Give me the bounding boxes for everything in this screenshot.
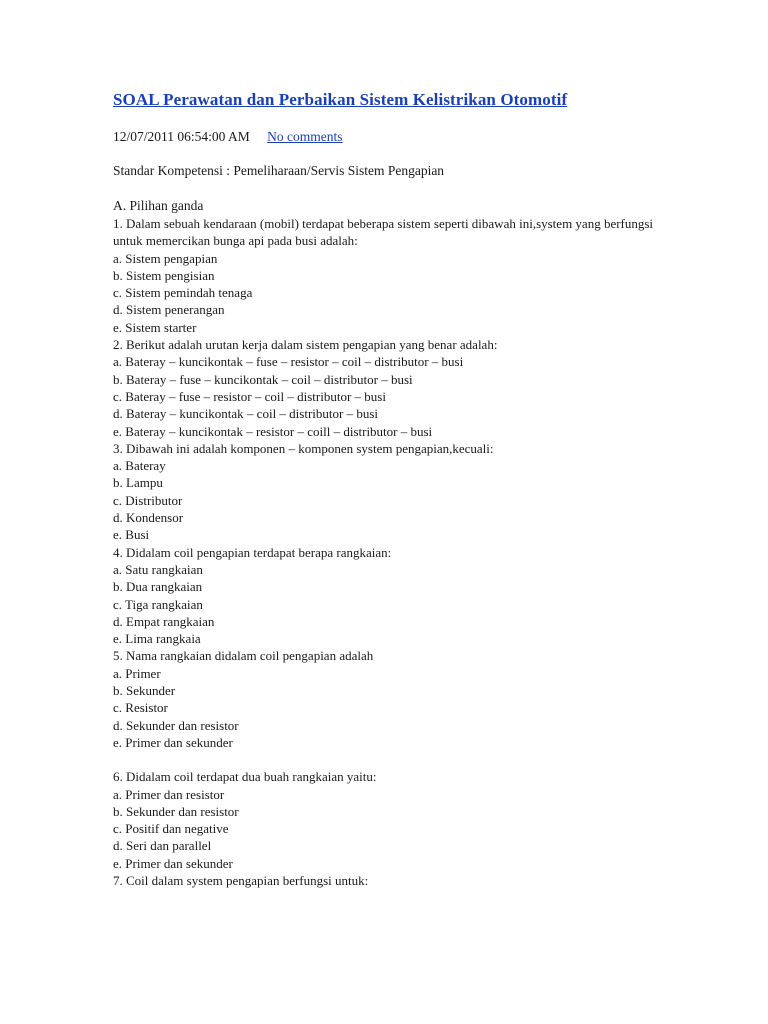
- document-page: [113, 88, 673, 889]
- section-heading: A. Pilihan ganda: [113, 198, 204, 213]
- option: e. Sistem starter: [113, 319, 197, 335]
- option: c. Sistem pemindah tenaga: [113, 285, 253, 301]
- option: d. Seri dan parallel: [113, 838, 212, 854]
- option: d. Sekunder dan resistor: [113, 717, 239, 733]
- option: a. Sistem pengapian: [113, 250, 218, 266]
- question-6-text: 6. Didalam coil terdapat dua buah rangkaian yaitu:: [113, 769, 377, 785]
- post-title[interactable]: SOAL Perawatan dan Perbaikan Sistem Kelistrikan Otomotif: [113, 90, 568, 109]
- option: b. Dua rangkaian: [113, 579, 203, 595]
- option: e. Bateray – kuncikontak – resistor – coill – distributor – busi: [113, 423, 433, 439]
- question-1-text: 1. Dalam sebuah kendaraan (mobil) terdapat beberapa sistem seperti dibawah ini,system yang berfungsi untuk memercikan bunga api pada busi adalah:: [113, 216, 654, 249]
- option: d. Kondensor: [113, 510, 184, 526]
- option: d. Sistem penerangan: [113, 302, 225, 318]
- option: b. Bateray – fuse – kuncikontak – coil – distributor – busi: [113, 371, 413, 387]
- option: c. Resistor: [113, 700, 168, 716]
- option: a. Satu rangkaian: [113, 561, 203, 577]
- option: a. Bateray: [113, 458, 166, 474]
- post-timestamp: 12/07/2011 06:54:00 AM: [113, 129, 250, 144]
- blank-line: [113, 751, 673, 768]
- post-meta: [113, 128, 673, 146]
- competency-standard: Standar Kompetensi : Pemeliharaan/Servis Sistem Pengapian: [113, 163, 445, 178]
- question-2-text: 2. Berikut adalah urutan kerja dalam sistem pengapian yang benar adalah:: [113, 337, 498, 353]
- option: b. Sistem pengisian: [113, 267, 215, 283]
- comments-link[interactable]: No comments: [267, 129, 343, 144]
- option: b. Sekunder dan resistor: [113, 803, 239, 819]
- option: c. Tiga rangkaian: [113, 596, 203, 612]
- option: d. Bateray – kuncikontak – coil – distributor – busi: [113, 406, 379, 422]
- option: c. Distributor: [113, 492, 183, 508]
- question-5-text: 5. Nama rangkaian didalam coil pengapian adalah: [113, 648, 374, 664]
- option: a. Bateray – kuncikontak – fuse – resistor – coil – distributor – busi: [113, 354, 464, 370]
- question-3-text: 3. Dibawah ini adalah komponen – komponen system pengapian,kecuali:: [113, 440, 494, 456]
- option: e. Busi: [113, 527, 150, 543]
- option: e. Primer dan sekunder: [113, 734, 233, 750]
- option: c. Positif dan negative: [113, 821, 229, 837]
- question-4-text: 4. Didalam coil pengapian terdapat berapa rangkaian:: [113, 544, 392, 560]
- question-list: [113, 215, 673, 889]
- option: e. Primer dan sekunder: [113, 855, 233, 871]
- option: a. Primer: [113, 665, 161, 681]
- option: c. Bateray – fuse – resistor – coil – distributor – busi: [113, 388, 386, 404]
- option: e. Lima rangkaia: [113, 631, 201, 647]
- option: a. Primer dan resistor: [113, 786, 225, 802]
- option: d. Empat rangkaian: [113, 613, 215, 629]
- option: b. Sekunder: [113, 683, 176, 699]
- option: b. Lampu: [113, 475, 163, 491]
- question-7-text: 7. Coil dalam system pengapian berfungsi untuk:: [113, 872, 369, 888]
